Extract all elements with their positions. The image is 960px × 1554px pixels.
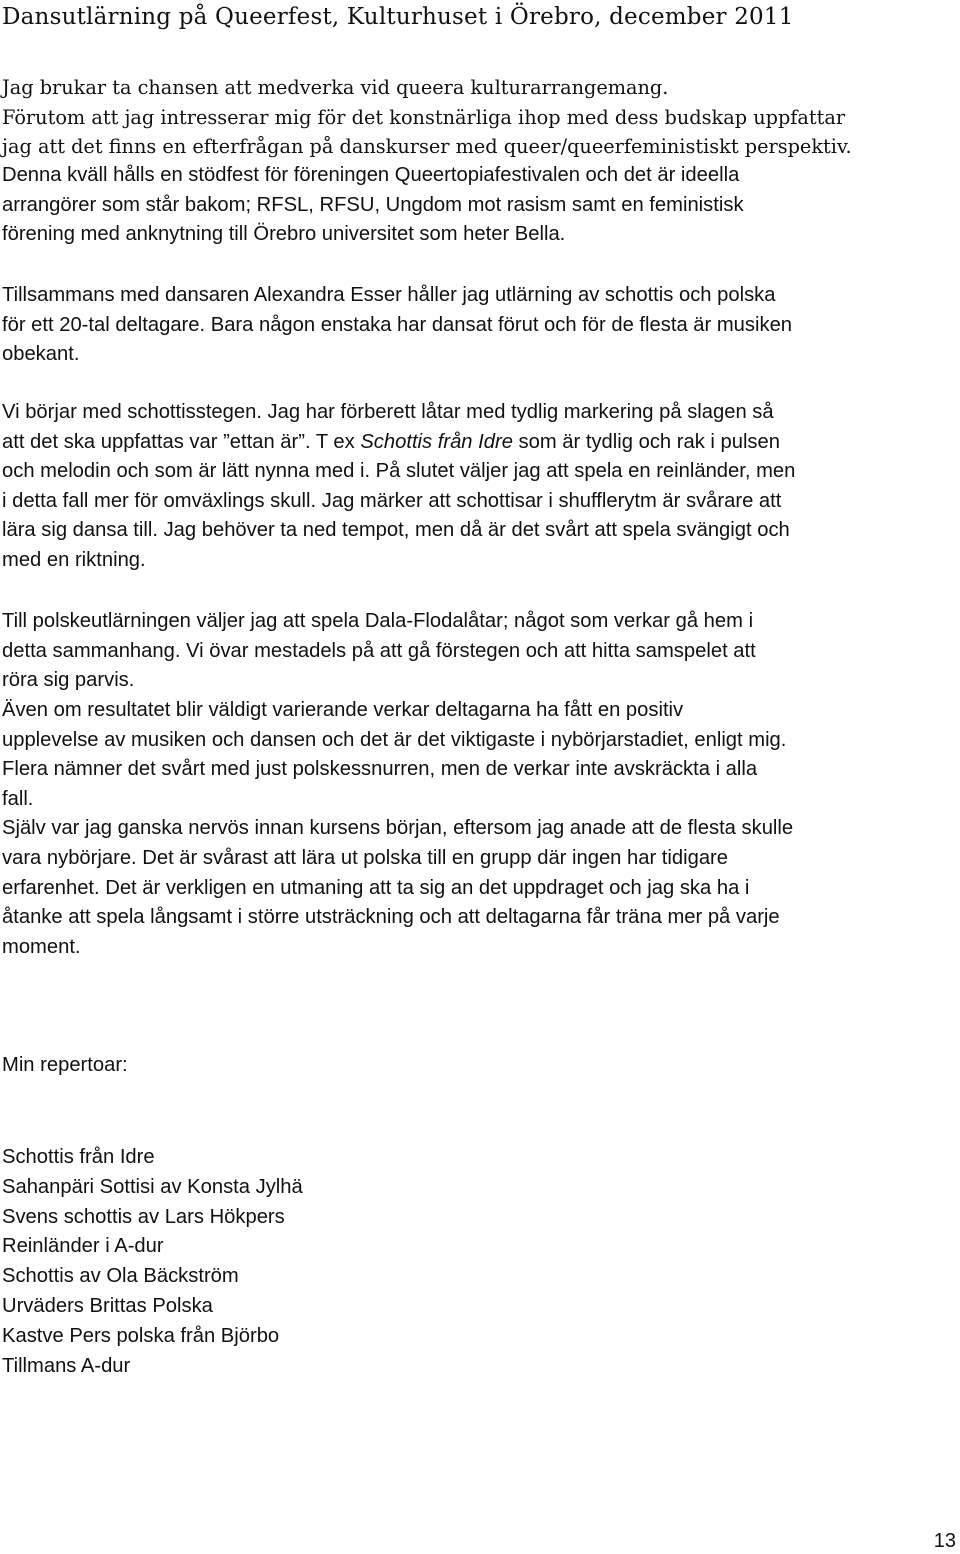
list-item: Svens schottis av Lars Hökpers xyxy=(2,1205,285,1228)
text-line: detta sammanhang. Vi övar mestadels på att gå förstegen och att hitta samspelet att xyxy=(2,639,756,662)
list-item: Kastve Pers polska från Björbo xyxy=(2,1324,280,1347)
text-line: fall. xyxy=(2,787,34,810)
paragraph-resultat xyxy=(2,696,960,962)
list-item: Tillmans A-dur xyxy=(2,1354,131,1377)
text-line: Flera nämner det svårt med just polskessnurren, men de verkar inte avskräckta i alla xyxy=(2,758,758,781)
page-number: 13 xyxy=(933,1530,956,1552)
text-line: vara nybörjare. Det är svårast att lära ut polska till en grupp där ingen har tidigare xyxy=(2,846,729,869)
intro-paragraph xyxy=(2,73,960,162)
text-line: åtanke att spela långsamt i större utsträckning och att deltagarna får träna mer på varje xyxy=(2,906,780,929)
text-line: förening med anknytning till Örebro universitet som heter Bella. xyxy=(2,223,566,246)
text-line xyxy=(2,428,960,458)
text-line: Vi börjar med schottisstegen. Jag har förberett låtar med tydlig markering på slagen så xyxy=(2,401,774,423)
text-line: Förutom att jag intresserar mig för det konstnärliga ihop med dess budskap uppfattar xyxy=(2,105,846,129)
text-line: Till polskeutlärningen väljer jag att spela Dala-Flodalåtar; något som verkar gå hem i xyxy=(2,610,754,632)
list-item: Urväders Brittas Polska xyxy=(2,1294,213,1317)
paragraph-schottis xyxy=(2,398,960,576)
text-line: moment. xyxy=(2,935,81,958)
text-segment: som är tydlig och rak i pulsen xyxy=(512,430,780,453)
text-line: upplevelse av musiken och dansen och det är det viktigaste i nybörjarstadiet, enligt mig. xyxy=(2,728,787,751)
text-line: Jag brukar ta chansen att medverka vid queera kulturarrangemang. xyxy=(2,76,669,99)
list-item: Reinländer i A-dur xyxy=(2,1235,164,1258)
paragraph-polska xyxy=(2,607,960,696)
list-item: Schottis av Ola Bäckström xyxy=(2,1265,239,1288)
page-title: Dansutlärning på Queerfest, Kulturhuset i Örebro, december 2011 xyxy=(2,4,794,30)
repertoire-heading: Min repertoar: xyxy=(2,1054,128,1076)
text-line: arrangörer som står bakom; RFSL, RFSU, Ungdom mot rasism samt en feministisk xyxy=(2,193,744,216)
text-line: Denna kväll hålls en stödfest för föreningen Queertopiafestivalen och det är ideella xyxy=(2,164,740,186)
text-line: erfarenhet. Det är verkligen en utmaning att ta sig an det uppdraget och jag ska ha i xyxy=(2,876,750,899)
text-line: Själv var jag ganska nervös innan kursens början, eftersom jag anade att de flesta skulle xyxy=(2,817,794,840)
text-line: röra sig parvis. xyxy=(2,669,135,692)
text-line: Tillsammans med dansaren Alexandra Esser håller jag utlärning av schottis och polska xyxy=(2,284,776,306)
paragraph-deltagare xyxy=(2,281,960,370)
repertoire-list xyxy=(2,1143,303,1381)
text-line: Även om resultatet blir väldigt varierande verkar deltagarna ha fått en positiv xyxy=(2,699,684,721)
paragraph-stodfest xyxy=(2,161,960,250)
text-line: med en riktning. xyxy=(2,548,146,571)
text-line: och melodin och som är lätt nynna med i. På slutet väljer jag att spela en reinländer, men xyxy=(2,460,796,483)
text-line: för ett 20-tal deltagare. Bara någon enstaka har dansat förut och för de flesta är musiken xyxy=(2,313,793,336)
list-item: Sahanpäri Sottisi av Konsta Jylhä xyxy=(2,1175,303,1198)
list-item: Schottis från Idre xyxy=(2,1146,155,1168)
text-line: i detta fall mer för omväxlings skull. Jag märker att schottisar i shufflerytm är svårare att xyxy=(2,489,782,512)
text-line: obekant. xyxy=(2,343,80,366)
text-line: jag att det finns en efterfrågan på danskurser med queer/queerfeministiskt perspektiv. xyxy=(2,135,852,158)
tune-title-italic: Schottis från Idre xyxy=(360,430,513,453)
text-segment: att det ska uppfattas var ”ettan är”. T ex xyxy=(2,430,361,453)
text-line: lära sig dansa till. Jag behöver ta ned tempot, men då är det svårt att spela svängigt och xyxy=(2,519,790,542)
